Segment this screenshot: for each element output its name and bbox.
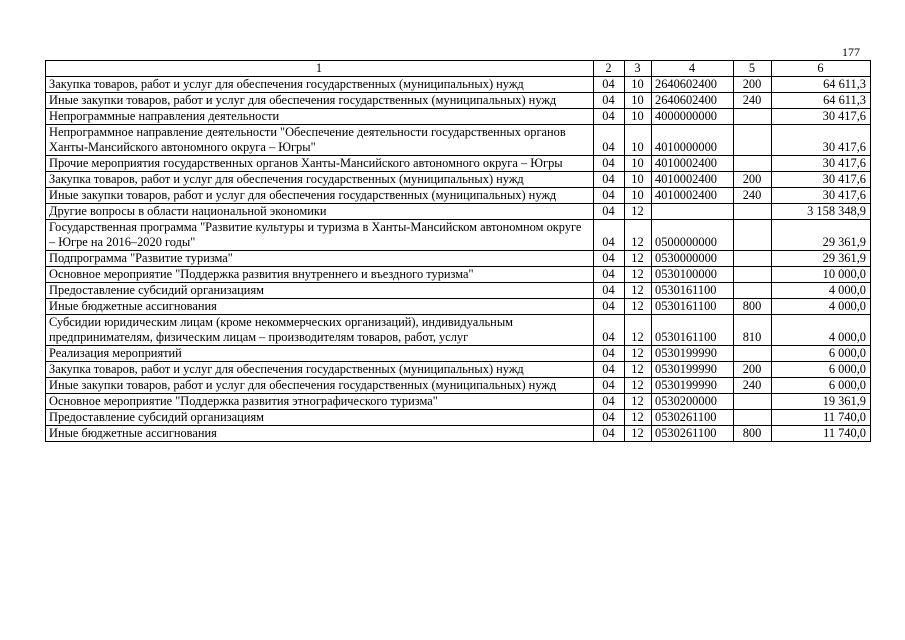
row-subsection-cell: 12 [625,204,652,220]
table-row [46,93,871,109]
row-name-cell: Государственная программа "Развитие культуры и туризма в Ханты-Мансийском автономном округе – Югре на 2016–2020 годы" [46,220,594,251]
row-section-cell: 04 [594,283,625,299]
row-target-article-cell: 2640602400 [652,93,734,109]
row-target-article-cell: 4000000000 [652,109,734,125]
row-sum-cell: 30 417,6 [772,109,871,125]
row-sum-cell: 10 000,0 [772,267,871,283]
row-name-cell: Непрограммные направления деятельности [46,109,594,125]
table-row [46,362,871,378]
row-section-cell: 04 [594,315,625,346]
header-cell-name: 1 [46,61,594,77]
table-row [46,410,871,426]
row-sum-cell: 4 000,0 [772,283,871,299]
row-subsection-cell: 10 [625,109,652,125]
row-expense-type-cell [734,394,772,410]
row-sum-cell: 4 000,0 [772,299,871,315]
row-section-cell: 04 [594,426,625,442]
row-target-article-cell: 4010002400 [652,188,734,204]
row-expense-type-cell [734,251,772,267]
row-name-cell: Реализация мероприятий [46,346,594,362]
row-expense-type-cell: 240 [734,378,772,394]
header-cell-section: 2 [594,61,625,77]
row-expense-type-cell: 800 [734,299,772,315]
row-target-article-cell: 0530199990 [652,362,734,378]
row-subsection-cell: 10 [625,188,652,204]
row-sum-cell: 11 740,0 [772,426,871,442]
budget-table [45,60,871,442]
row-expense-type-cell [734,204,772,220]
row-subsection-cell: 12 [625,426,652,442]
row-expense-type-cell [734,283,772,299]
row-subsection-cell: 12 [625,378,652,394]
row-sum-cell: 30 417,6 [772,125,871,156]
row-sum-cell: 19 361,9 [772,394,871,410]
row-name-cell: Прочие мероприятия государственных органов Ханты-Мансийского автономного округа – Югры [46,156,594,172]
row-subsection-cell: 10 [625,93,652,109]
row-section-cell: 04 [594,410,625,426]
row-target-article-cell: 0530199990 [652,346,734,362]
header-cell-expense-type: 5 [734,61,772,77]
row-subsection-cell: 10 [625,156,652,172]
row-section-cell: 04 [594,220,625,251]
row-subsection-cell: 12 [625,346,652,362]
row-target-article-cell: 4010002400 [652,172,734,188]
row-sum-cell: 11 740,0 [772,410,871,426]
row-expense-type-cell [734,410,772,426]
row-subsection-cell: 12 [625,251,652,267]
table-row [46,315,871,346]
row-target-article-cell: 4010002400 [652,156,734,172]
row-target-article-cell: 0530261100 [652,426,734,442]
table-row [46,426,871,442]
row-name-cell: Иные бюджетные ассигнования [46,426,594,442]
row-sum-cell: 64 611,3 [772,77,871,93]
row-sum-cell: 4 000,0 [772,315,871,346]
row-section-cell: 04 [594,77,625,93]
table-row [46,378,871,394]
row-name-cell: Непрограммное направление деятельности "Обеспечение деятельности государственных органов Ханты-Мансийского автономного округа – Югры" [46,125,594,156]
row-target-article-cell: 0530200000 [652,394,734,410]
table-row [46,251,871,267]
header-cell-target-article: 4 [652,61,734,77]
table-row [46,188,871,204]
header-cell-sum: 6 [772,61,871,77]
row-target-article-cell [652,204,734,220]
row-sum-cell: 29 361,9 [772,220,871,251]
row-name-cell: Иные закупки товаров, работ и услуг для обеспечения государственных (муниципальных) нужд [46,93,594,109]
row-sum-cell: 3 158 348,9 [772,204,871,220]
table-row [46,267,871,283]
table-row [46,283,871,299]
row-name-cell: Иные закупки товаров, работ и услуг для обеспечения государственных (муниципальных) нужд [46,378,594,394]
row-section-cell: 04 [594,188,625,204]
row-section-cell: 04 [594,125,625,156]
row-expense-type-cell: 200 [734,77,772,93]
row-sum-cell: 6 000,0 [772,378,871,394]
row-subsection-cell: 12 [625,283,652,299]
row-target-article-cell: 0530261100 [652,410,734,426]
row-name-cell: Основное мероприятие "Поддержка развития внутреннего и въездного туризма" [46,267,594,283]
row-expense-type-cell [734,346,772,362]
table-row [46,109,871,125]
row-section-cell: 04 [594,346,625,362]
row-name-cell: Закупка товаров, работ и услуг для обеспечения государственных (муниципальных) нужд [46,362,594,378]
row-sum-cell: 30 417,6 [772,172,871,188]
row-subsection-cell: 12 [625,410,652,426]
row-target-article-cell: 0530100000 [652,267,734,283]
table-row [46,172,871,188]
page-number: 177 [842,45,860,59]
row-expense-type-cell [734,220,772,251]
row-target-article-cell: 0530161100 [652,315,734,346]
row-target-article-cell: 0500000000 [652,220,734,251]
row-name-cell: Субсидии юридическим лицам (кроме некоммерческих организаций), индивидуальным предпринимателям, физическим лицам – производителям товаров, работ, услуг [46,315,594,346]
row-section-cell: 04 [594,204,625,220]
row-sum-cell: 64 611,3 [772,93,871,109]
row-expense-type-cell: 810 [734,315,772,346]
row-target-article-cell: 4010000000 [652,125,734,156]
row-name-cell: Основное мероприятие "Поддержка развития этнографического туризма" [46,394,594,410]
row-expense-type-cell [734,109,772,125]
table-row [46,346,871,362]
row-expense-type-cell [734,156,772,172]
row-section-cell: 04 [594,109,625,125]
table-header-row [46,61,871,77]
row-section-cell: 04 [594,93,625,109]
row-sum-cell: 6 000,0 [772,346,871,362]
row-subsection-cell: 10 [625,172,652,188]
row-sum-cell: 30 417,6 [772,156,871,172]
table-row [46,299,871,315]
row-subsection-cell: 10 [625,125,652,156]
row-name-cell: Другие вопросы в области национальной экономики [46,204,594,220]
table-row [46,125,871,156]
row-section-cell: 04 [594,299,625,315]
row-sum-cell: 30 417,6 [772,188,871,204]
row-subsection-cell: 12 [625,394,652,410]
table-row [46,156,871,172]
row-target-article-cell: 0530161100 [652,299,734,315]
row-name-cell: Предоставление субсидий организациям [46,410,594,426]
row-subsection-cell: 12 [625,267,652,283]
row-expense-type-cell: 200 [734,172,772,188]
row-expense-type-cell: 240 [734,188,772,204]
row-name-cell: Закупка товаров, работ и услуг для обеспечения государственных (муниципальных) нужд [46,77,594,93]
row-target-article-cell: 0530199990 [652,378,734,394]
row-name-cell: Иные закупки товаров, работ и услуг для обеспечения государственных (муниципальных) нужд [46,188,594,204]
header-cell-subsection: 3 [625,61,652,77]
table-row [46,394,871,410]
row-section-cell: 04 [594,378,625,394]
row-expense-type-cell: 200 [734,362,772,378]
row-section-cell: 04 [594,251,625,267]
row-name-cell: Подпрограмма "Развитие туризма" [46,251,594,267]
row-target-article-cell: 0530000000 [652,251,734,267]
row-name-cell: Закупка товаров, работ и услуг для обеспечения государственных (муниципальных) нужд [46,172,594,188]
row-target-article-cell: 0530161100 [652,283,734,299]
row-subsection-cell: 12 [625,315,652,346]
row-sum-cell: 29 361,9 [772,251,871,267]
row-subsection-cell: 12 [625,220,652,251]
row-section-cell: 04 [594,267,625,283]
row-sum-cell: 6 000,0 [772,362,871,378]
row-expense-type-cell: 240 [734,93,772,109]
row-section-cell: 04 [594,172,625,188]
row-section-cell: 04 [594,394,625,410]
row-expense-type-cell [734,267,772,283]
row-section-cell: 04 [594,156,625,172]
table-body [46,77,871,442]
row-subsection-cell: 10 [625,77,652,93]
table-row [46,220,871,251]
row-section-cell: 04 [594,362,625,378]
row-target-article-cell: 2640602400 [652,77,734,93]
table-row [46,77,871,93]
table-row [46,204,871,220]
row-expense-type-cell [734,125,772,156]
row-name-cell: Иные бюджетные ассигнования [46,299,594,315]
row-name-cell: Предоставление субсидий организациям [46,283,594,299]
row-subsection-cell: 12 [625,299,652,315]
row-subsection-cell: 12 [625,362,652,378]
row-expense-type-cell: 800 [734,426,772,442]
